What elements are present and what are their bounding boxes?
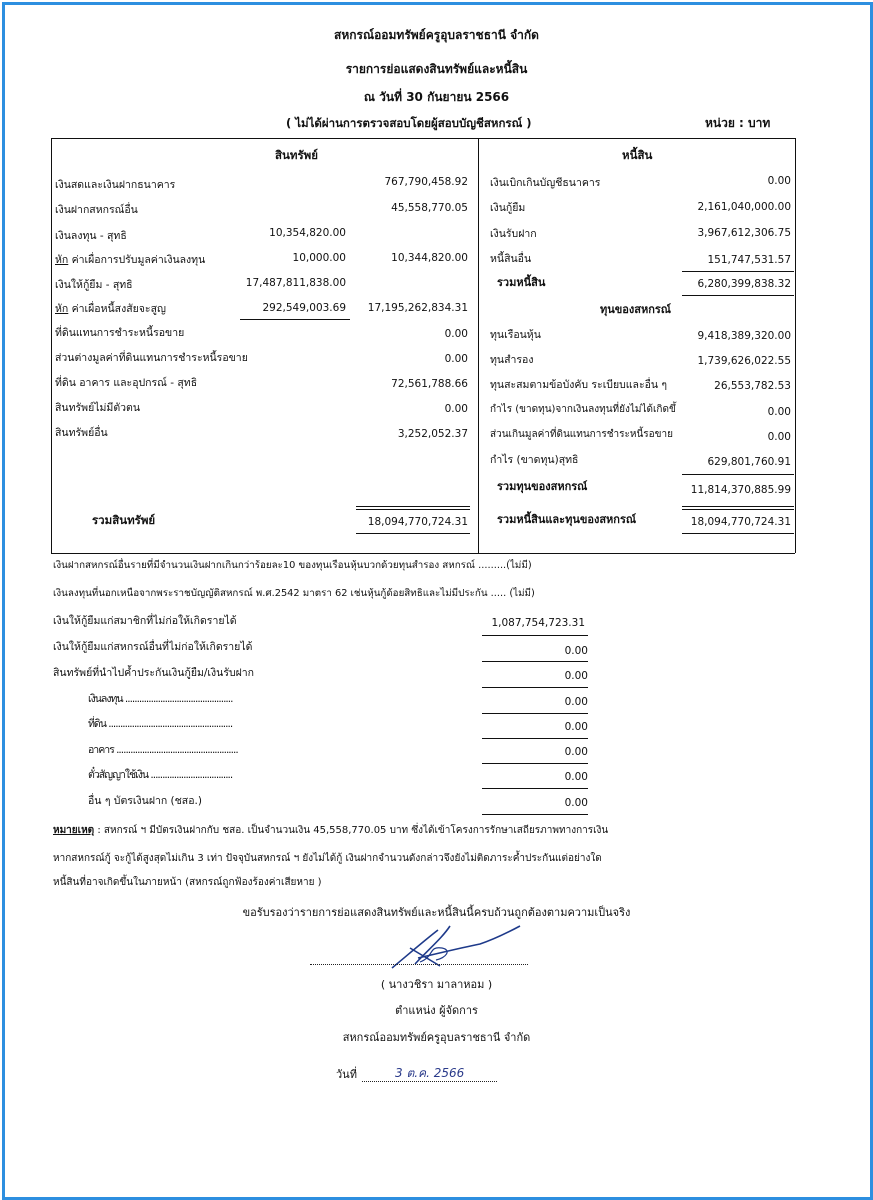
liability-underline (682, 271, 794, 272)
liability-label: เงินกู้ยืม (490, 202, 526, 214)
asset-total-line-bottom (356, 533, 470, 534)
audit-note: ( ไม่ได้ผ่านการตรวจสอบโดยผู้สอบบัญชีสหกรณ์ ) (286, 116, 532, 130)
note-item-value: 1,087,754,723.31 (491, 617, 585, 629)
total-assets-label: รวมสินทรัพย์ (92, 513, 156, 527)
signature-line (310, 964, 528, 965)
equity-heading: ทุนของสหกรณ์ (600, 303, 672, 316)
remark-line-2: หากสหกรณ์กู้ จะกู้ได้สูงสุดไม่เกิน 3 เท่า ปัจจุบันสหกรณ์ ฯ ยังไม่ได้กู้ เงินฝากจำนวนดังกล่าวจึงยังไม่ติดภาระค้ำประกันแต่อย่างใด (53, 853, 602, 864)
note-item-label: อาคาร .................................................... (88, 744, 238, 756)
signer-org: สหกรณ์ออมทรัพย์ครูอุบลราชธานี จำกัด (342, 1031, 531, 1044)
liability-label: เงินเบิกเกินบัญชีธนาคาร (490, 177, 601, 189)
asset-label-text: ค่าเผื่อหนี้สงสัยจะสูญ (68, 303, 166, 315)
liability-value: 3,967,612,306.75 (697, 227, 791, 239)
deduct-prefix: หัก (55, 303, 69, 315)
asset-total: 767,790,458.92 (384, 176, 468, 188)
liability-value: 2,161,040,000.00 (697, 201, 791, 213)
asset-total-line-top (356, 506, 470, 507)
note-item-label: สินทรัพย์ที่นำไปค้ำประกันเงินกู้ยืม/เงินรับฝาก (53, 667, 255, 679)
table-bottom-border (51, 553, 795, 554)
liability-value: 151,747,531.57 (707, 254, 791, 266)
note-line (482, 763, 588, 764)
asset-label: สินทรัพย์อื่น (55, 427, 108, 439)
asset-sub: 10,354,820.00 (269, 227, 346, 239)
note-item-label: ตั๋วสัญญาใช้เงิน ................................... (88, 769, 233, 781)
remark-label: หมายเหตุ (53, 825, 95, 836)
asset-label: ที่ดินแทนการชำระหนี้รอขาย (55, 327, 185, 339)
assets-heading: สินทรัพย์ (275, 148, 318, 162)
signature-image (380, 918, 530, 978)
deduct-prefix: หัก (55, 254, 69, 266)
remark-text: : สหกรณ์ ฯ มีบัตรเงินฝากกับ ชสอ. เป็นจำนวนเงิน 45,558,770.05 บาท ซึ่งได้เข้าโครงการรักษาเสถียรภาพทางการเงิน (94, 825, 609, 836)
asset-total: 17,195,262,834.31 (367, 302, 468, 314)
asset-label: เงินฝากสหกรณ์อื่น (55, 204, 138, 216)
note-line-2: เงินลงทุนที่นอกเหนือจากพระราชบัญญัติสหกรณ์ พ.ศ.2542 มาตรา 62 เช่นหุ้นกู้ด้อยสิทธิและไม่มีประกัน ..... (ไม่มี) (53, 588, 535, 599)
note-item-value: 0.00 (564, 746, 588, 758)
asset-total: 0.00 (444, 353, 468, 365)
asset-total: 72,561,788.66 (391, 378, 468, 390)
asset-label: เงินลงทุน - สุทธิ (55, 230, 127, 242)
equity-value: 629,801,760.91 (707, 456, 791, 468)
note-item-label: อื่น ๆ บัตรเงินฝาก (ชสอ.) (88, 795, 202, 807)
table-divider (478, 138, 479, 553)
note-line (482, 687, 588, 688)
table-left-border (51, 138, 52, 553)
note-item-label: เงินให้กู้ยืมแก่สหกรณ์อื่นที่ไม่ก่อให้เกิดรายได้ (53, 641, 253, 653)
note-item-label: เงินให้กู้ยืมแก่สมาชิกที่ไม่ก่อให้เกิดรายได้ (53, 615, 237, 627)
asset-total-line-top2 (356, 509, 470, 510)
signer-position: ตำแหน่ง ผู้จัดการ (395, 1004, 478, 1017)
asset-total: 0.00 (444, 328, 468, 340)
note-line (482, 713, 588, 714)
grand-total-value: 18,094,770,724.31 (690, 516, 791, 528)
grand-total-line-top2 (682, 509, 794, 510)
date-value: 3 ต.ค. 2566 (395, 1066, 465, 1080)
certify-text: ขอรับรองว่ารายการย่อแสดงสินทรัพย์และหนี้สินนี้ครบถ้วนถูกต้องตามความเป็นจริง (242, 906, 631, 919)
total-liabilities-value: 6,280,399,838.32 (697, 278, 791, 290)
asset-label: เงินให้กู้ยืม - สุทธิ (55, 279, 133, 291)
note-item-value: 0.00 (564, 797, 588, 809)
note-item-value: 0.00 (564, 771, 588, 783)
doc-title: รายการย่อแสดงสินทรัพย์และหนี้สิน (345, 62, 528, 76)
org-title: สหกรณ์ออมทรัพย์ครูอุบลราชธานี จำกัด (334, 28, 539, 42)
asset-label (55, 302, 166, 316)
remark-line-3: หนี้สินที่อาจเกิดขึ้นในภายหน้า (สหกรณ์ถูกฟ้องร้องค่าเสียหาย ) (53, 877, 322, 888)
asset-label: สินทรัพย์ไม่มีตัวตน (55, 402, 141, 414)
remark-line-1 (53, 824, 608, 838)
note-line (482, 635, 588, 636)
asset-label: เงินสดและเงินฝากธนาคาร (55, 179, 176, 191)
liability-label: หนี้สินอื่น (490, 253, 532, 265)
note-line (482, 661, 588, 662)
note-item-value: 0.00 (564, 696, 588, 708)
grand-total-line-bottom (682, 533, 794, 534)
equity-label: ทุนเรือนหุ้น (490, 329, 541, 341)
total-assets-value: 18,094,770,724.31 (367, 516, 468, 528)
liabilities-heading: หนี้สิน (622, 148, 653, 162)
asset-label: ส่วนต่างมูลค่าที่ดินแทนการชำระหนี้รอขาย (55, 352, 248, 364)
note-item-label: ที่ดิน ..................................................... (88, 718, 233, 730)
note-item-value: 0.00 (564, 670, 588, 682)
date-line (362, 1081, 497, 1082)
equity-value: 26,553,782.53 (714, 380, 791, 392)
note-line (482, 788, 588, 789)
note-item-value: 0.00 (564, 645, 588, 657)
equity-value: 0.00 (767, 406, 791, 418)
asset-sub: 17,487,811,838.00 (245, 277, 346, 289)
unit-label: หน่วย : บาท (705, 116, 771, 130)
asset-sub: 10,000.00 (292, 252, 346, 264)
asset-label-text: ค่าเผื่อการปรับมูลค่าเงินลงทุน (68, 254, 206, 266)
asset-total: 0.00 (444, 403, 468, 415)
equity-underline (682, 474, 794, 475)
equity-label: ทุนสำรอง (490, 354, 534, 366)
asset-sub: 292,549,003.69 (262, 302, 346, 314)
equity-value: 0.00 (767, 431, 791, 443)
note-item-label: เงินลงทุน .............................................. (88, 693, 233, 705)
total-equity-value: 11,814,370,885.99 (690, 484, 791, 496)
grand-total-line-top (682, 506, 794, 507)
total-equity-label: รวมทุนของสหกรณ์ (497, 480, 588, 493)
liability-label: เงินรับฝาก (490, 228, 537, 240)
asset-label: ที่ดิน อาคาร และอุปกรณ์ - สุทธิ (55, 377, 198, 389)
note-line (482, 814, 588, 815)
asset-total: 3,252,052.37 (397, 428, 468, 440)
equity-label: ทุนสะสมตามข้อบังคับ ระเบียบและอื่น ๆ (490, 379, 668, 391)
sub-underline (240, 319, 350, 320)
note-line (482, 738, 588, 739)
table-top-border (51, 138, 795, 139)
note-line-1: เงินฝากสหกรณ์อื่นรายที่มีจำนวนเงินฝากเกินกว่าร้อยละ10 ของทุนเรือนหุ้นบวกด้วยทุนสำรอง สหกรณ์ .........(ไม่มี) (53, 560, 532, 571)
asset-total: 10,344,820.00 (391, 252, 468, 264)
table-right-border (795, 138, 796, 553)
equity-label: กำไร (ขาดทุน)สุทธิ (490, 454, 579, 466)
date-label: วันที่ (336, 1068, 357, 1081)
equity-value: 9,418,389,320.00 (697, 330, 791, 342)
note-item-value: 0.00 (564, 721, 588, 733)
asset-label (55, 253, 205, 267)
equity-value: 1,739,626,022.55 (697, 355, 791, 367)
equity-label: ส่วนเกินมูลค่าที่ดินแทนการชำระหนี้รอขาย (490, 429, 673, 440)
liability-value: 0.00 (767, 175, 791, 187)
doc-date: ณ วันที่ 30 กันยายน 2566 (363, 90, 510, 104)
liability-total-underline (682, 295, 794, 296)
asset-total: 45,558,770.05 (391, 202, 468, 214)
signer-name: ( นางวชิรา มาลาหอม ) (380, 978, 493, 991)
total-liabilities-label: รวมหนี้สิน (497, 276, 546, 289)
grand-total-label: รวมหนี้สินและทุนของสหกรณ์ (497, 513, 637, 526)
equity-label: กำไร (ขาดทุน)จากเงินลงทุนที่ยังไม่ได้เกิดขึ้ (490, 404, 676, 415)
